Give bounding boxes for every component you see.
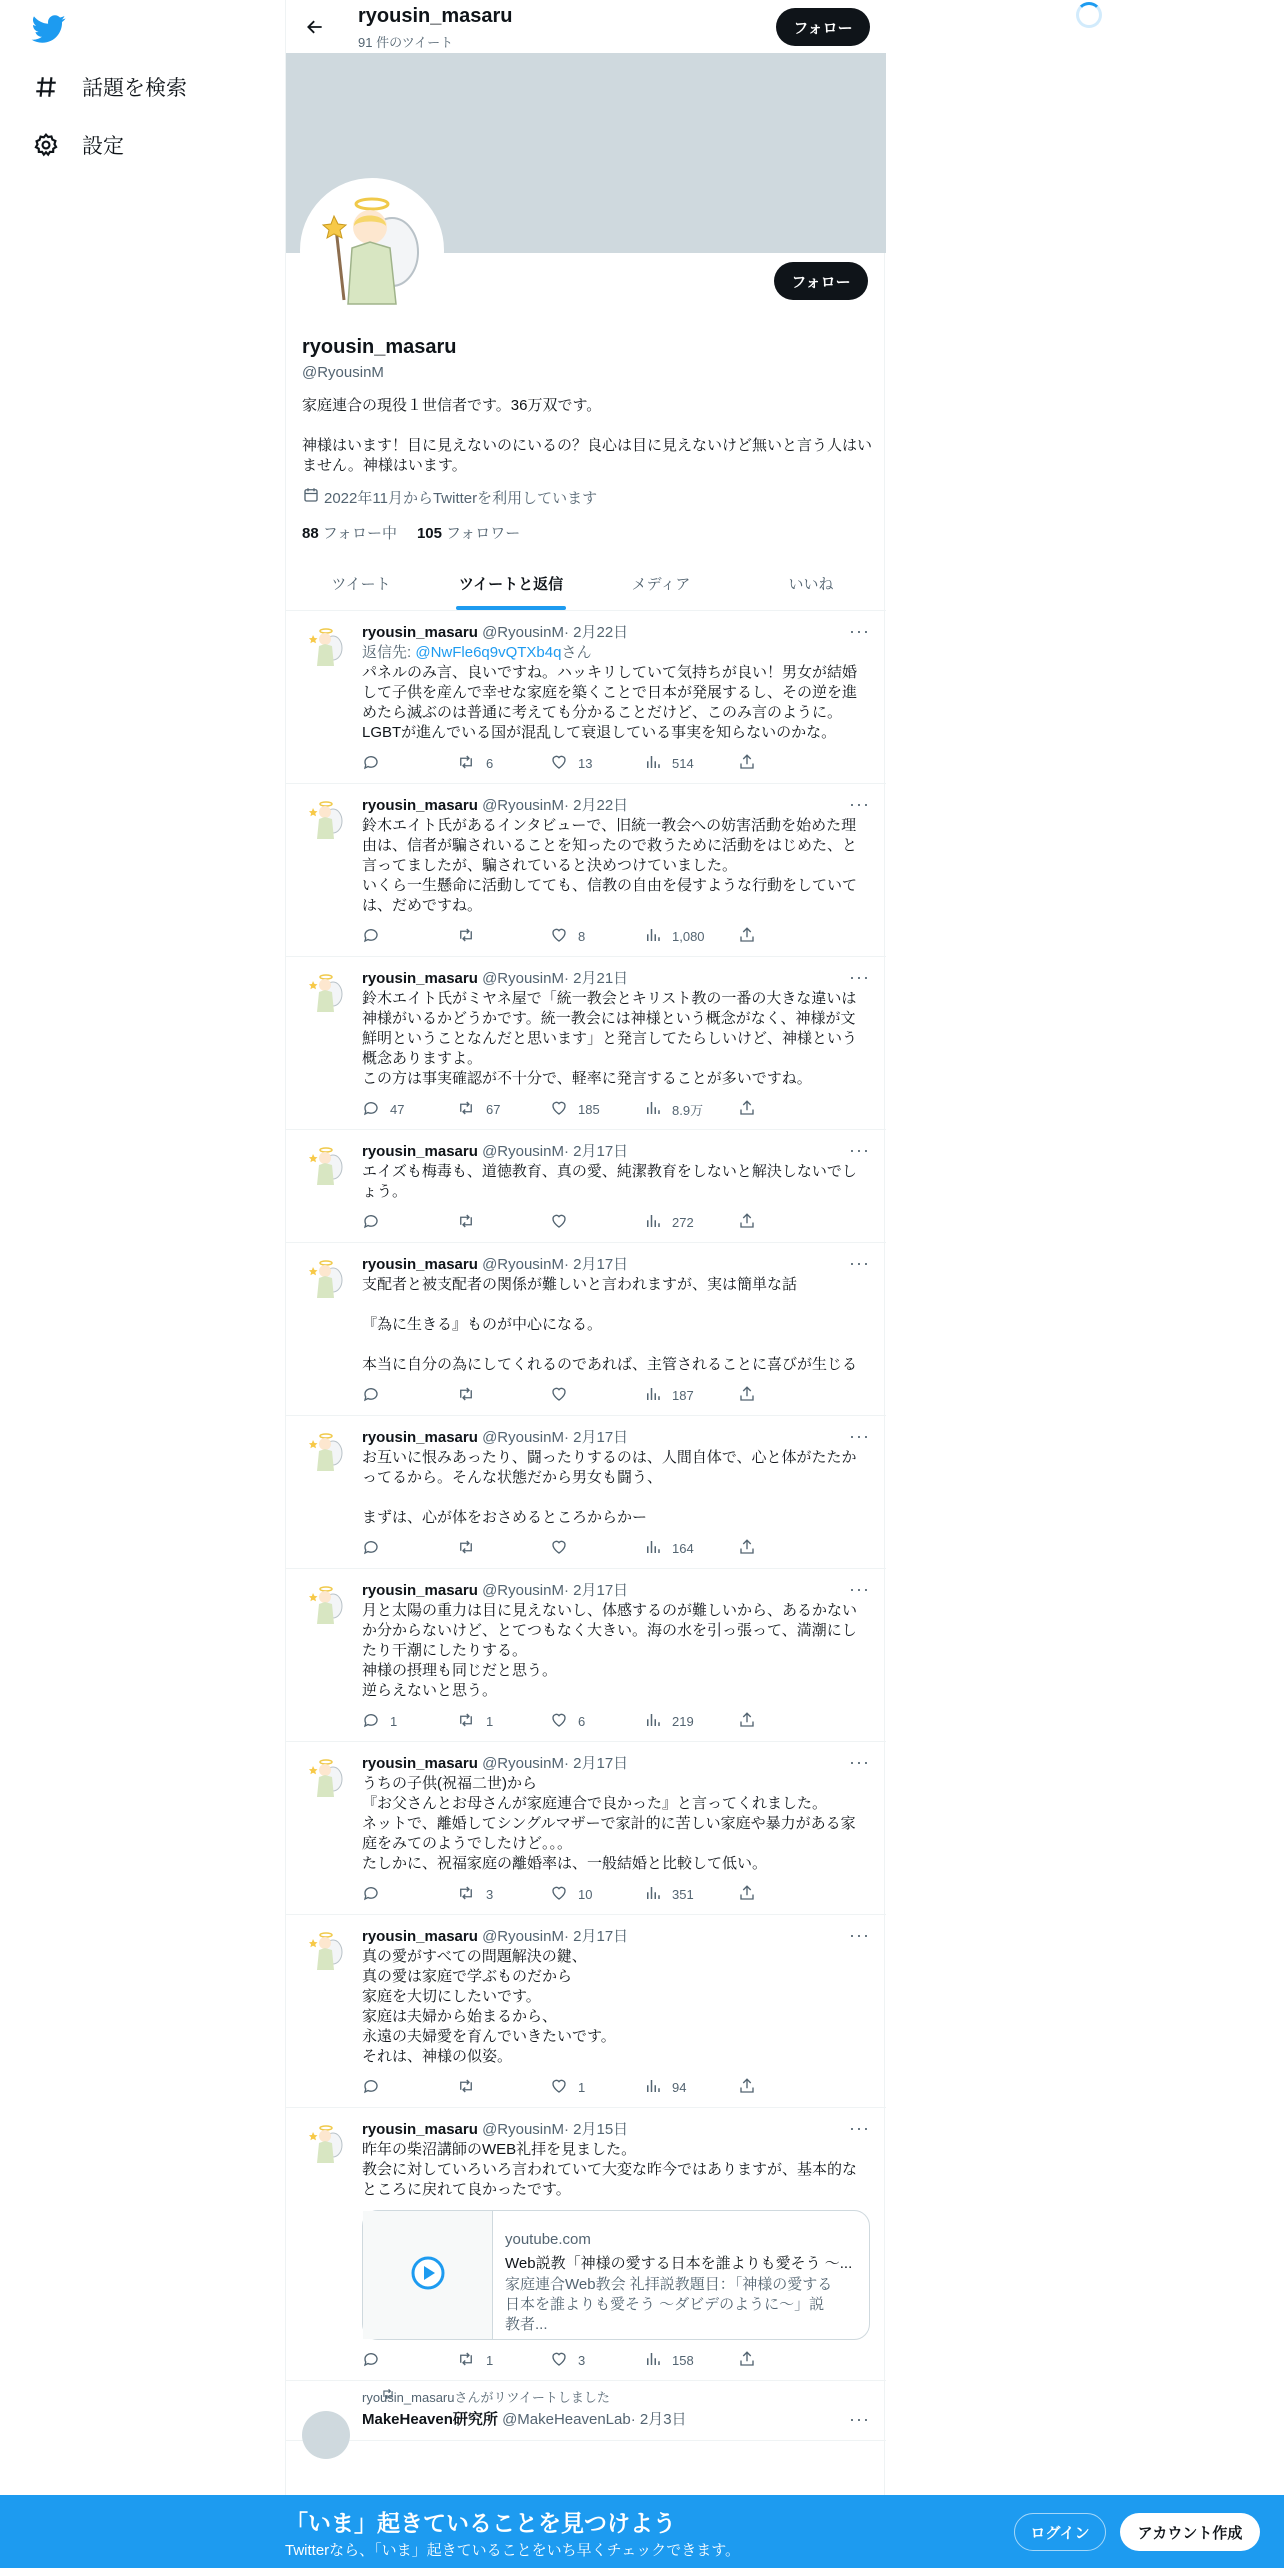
retweet-context xyxy=(286,2381,886,2406)
retweets-count: 3 xyxy=(486,1886,494,1902)
tweet-actions xyxy=(362,926,870,946)
more-options-icon[interactable]: ··· xyxy=(849,1253,870,1273)
views-button[interactable] xyxy=(644,926,738,947)
tweet-text: 昨年の柴沼講師のWEB礼拝を見ました。 教会に対していろいろ言われていて大変な昨今ではありますが、基本的なところに戻れて良かったです。 xyxy=(362,2141,858,2198)
card-title: Web説教「神様の愛する日本を誰よりも愛そう ～... xyxy=(505,2255,853,2272)
views-button[interactable] xyxy=(644,753,738,774)
share-icon xyxy=(738,2350,766,2371)
gear-icon xyxy=(32,131,60,159)
tweet-body xyxy=(362,1243,886,1415)
views-count: 94 xyxy=(672,2079,687,2095)
tweet-body xyxy=(362,611,886,783)
nav-settings[interactable] xyxy=(32,125,124,165)
tweet-date[interactable]: · 2月17日 xyxy=(563,1256,629,1273)
reply-suffix: さん xyxy=(561,644,592,661)
share-button[interactable] xyxy=(738,1385,778,1406)
tweet-date[interactable]: · 2月17日 xyxy=(563,1143,629,1160)
tweet-actions xyxy=(362,1385,870,1405)
profile-name: ryousin_masaru xyxy=(302,336,457,358)
share-button[interactable] xyxy=(738,1212,778,1233)
views-button[interactable] xyxy=(644,1212,738,1233)
tweet-author-name[interactable]: ryousin_masaru xyxy=(362,970,478,987)
tweet-text: お互いに恨みあったり、闘ったりするのは、人間自体で、心と体がたたかってるから。そんな状態だから男女も闘う、 まずは、心が体をおさめるところからかー xyxy=(362,1449,857,1526)
share-button[interactable] xyxy=(738,2350,778,2371)
tweet[interactable] xyxy=(286,1742,886,1915)
more-options-icon[interactable]: ··· xyxy=(849,1925,870,1945)
reply-button[interactable] xyxy=(362,1385,456,1406)
analytics-icon xyxy=(644,1711,672,1732)
hashtag-icon xyxy=(32,73,60,101)
tweet-text: うちの子供(祝福二世)から 『お父さんとお母さんが家庭連合で良かった』と言ってくれました。 ネットで、離婚してシングルマザーで家計的に苦しい家庭や暴力がある家庭をみてのようでしたけど。。。 たしかに、祝福家庭の離婚率は、一般結婚と比較して低い。 xyxy=(362,1775,856,1872)
share-button[interactable] xyxy=(738,1538,778,1559)
tweet[interactable] xyxy=(286,1243,886,1416)
like-button[interactable] xyxy=(550,1538,644,1559)
retweet-button[interactable] xyxy=(456,753,550,774)
share-button[interactable] xyxy=(738,1711,778,1732)
tweet-author-handle[interactable]: @MakeHeavenLab xyxy=(502,2411,631,2428)
tweet[interactable] xyxy=(286,611,886,784)
tweet-date[interactable]: · 2月17日 xyxy=(563,1582,629,1599)
share-icon xyxy=(738,1884,766,1905)
tweet-body xyxy=(362,1569,886,1741)
tweet-avatar[interactable] xyxy=(302,969,350,1017)
tweet-header xyxy=(362,1428,870,1448)
more-options-icon[interactable]: ··· xyxy=(849,2118,870,2138)
tweet-actions xyxy=(362,2077,870,2097)
share-icon xyxy=(738,1099,766,1120)
heart-icon xyxy=(550,1884,578,1905)
more-options-icon[interactable]: ··· xyxy=(849,1140,870,1160)
retweet-icon xyxy=(456,2350,486,2371)
reply-button[interactable] xyxy=(362,2077,456,2098)
tweet-feed xyxy=(286,611,886,2441)
header-profile-name: ryousin_masaru xyxy=(358,5,513,27)
reply-button[interactable] xyxy=(362,926,456,947)
tweet-author-name[interactable]: ryousin_masaru xyxy=(362,797,478,814)
reply-icon xyxy=(362,1711,390,1732)
likes-count: 185 xyxy=(578,1101,600,1117)
views-button[interactable] xyxy=(644,1711,738,1732)
retweet-button[interactable] xyxy=(456,1212,550,1233)
tweet-text: パネルのみ言、良いですね。ハッキリしていて気持ちが良い！男女が結婚して子供を産んで幸せな家庭を築くことで日本が発展するし、その逆を進めたら滅ぶのは普通に考えても分かることだけど、このみ言のように。LGBTが進んでいる国が混乱して衰退している事実を知らないのかな。 xyxy=(362,664,858,741)
more-options-icon[interactable]: ··· xyxy=(849,1579,870,1599)
reply-to-link[interactable]: @NwFle6q9vQTXb4q xyxy=(415,644,562,661)
heart-icon xyxy=(550,2077,578,2098)
analytics-icon xyxy=(644,926,672,947)
nav-settings-label: 設定 xyxy=(82,135,124,158)
reply-button[interactable] xyxy=(362,1212,456,1233)
likes-count: 10 xyxy=(578,1886,593,1902)
tweet-body xyxy=(362,1130,886,1242)
views-count: 219 xyxy=(672,1713,694,1729)
heart-icon xyxy=(550,1212,578,1233)
tweet-actions xyxy=(362,1884,870,1904)
like-button[interactable] xyxy=(550,926,644,947)
heart-icon xyxy=(550,1099,578,1120)
tab-media[interactable]: メディア xyxy=(631,576,691,593)
reply-button[interactable] xyxy=(362,1099,456,1120)
retweet-icon xyxy=(456,1385,486,1406)
tweet-author-handle[interactable]: @RyousinM xyxy=(482,1256,564,1273)
top-header xyxy=(286,0,886,53)
tweet[interactable] xyxy=(286,2108,886,2381)
tweet-header xyxy=(362,1581,870,1601)
tweet-text: エイズも梅毒も、道徳教育、真の愛、純潔教育をしないと解決しないでしょう。 xyxy=(362,1163,857,1200)
tweet-date[interactable]: · 2月17日 xyxy=(563,1755,629,1772)
header-tweet-count: 91 件のツイート xyxy=(358,35,454,50)
card-info xyxy=(493,2211,853,2339)
views-button[interactable] xyxy=(644,1099,738,1120)
profile-follow-button[interactable]: フォロー xyxy=(774,262,868,300)
tweet-avatar[interactable] xyxy=(302,623,350,671)
followers-link[interactable] xyxy=(417,522,520,543)
retweet-button[interactable] xyxy=(456,1099,550,1120)
retweet-icon xyxy=(456,1711,486,1732)
tweet[interactable] xyxy=(286,1130,886,1243)
tweet-body xyxy=(362,1416,886,1568)
share-button[interactable] xyxy=(738,1099,778,1120)
tab-tweets-and-replies[interactable]: ツイートと返信 xyxy=(436,557,586,610)
heart-icon xyxy=(550,926,578,947)
tweet-avatar[interactable] xyxy=(302,2120,350,2168)
followers-label: フォロワー xyxy=(445,525,521,542)
like-button[interactable] xyxy=(550,1711,644,1732)
share-icon xyxy=(738,926,766,947)
analytics-icon xyxy=(644,1212,672,1233)
views-button[interactable] xyxy=(644,1385,738,1406)
more-options-icon[interactable]: ··· xyxy=(849,621,870,641)
tweet-date[interactable]: · 2月17日 xyxy=(563,1429,629,1446)
share-button[interactable] xyxy=(738,926,778,947)
tweet-author-name[interactable]: ryousin_masaru xyxy=(362,2121,478,2138)
views-button[interactable] xyxy=(644,2350,738,2371)
views-button[interactable] xyxy=(644,1884,738,1905)
likes-count: 6 xyxy=(578,1713,586,1729)
likes-count: 8 xyxy=(578,928,586,944)
reply-icon xyxy=(362,1099,390,1120)
like-button[interactable] xyxy=(550,1884,644,1905)
more-options-icon[interactable]: ··· xyxy=(849,2409,870,2429)
retweet-icon xyxy=(456,753,486,774)
signup-button[interactable]: アカウント作成 xyxy=(1120,2513,1260,2551)
tweet-actions xyxy=(362,1212,870,1232)
tweet-avatar[interactable] xyxy=(302,1428,350,1476)
play-icon xyxy=(411,2256,445,2295)
more-options-icon[interactable]: ··· xyxy=(849,794,870,814)
tweet-body xyxy=(362,957,886,1129)
tweet-avatar[interactable] xyxy=(302,1927,350,1975)
tweet-author-handle[interactable]: @RyousinM xyxy=(482,2121,564,2138)
reply-context xyxy=(362,643,870,663)
card-description: 家庭連合Web教会 礼拝説教題目：「神様の愛する日本を誰よりも愛そう ～ダビデのように～」説教者... xyxy=(505,2276,833,2333)
tweet-author-name[interactable]: ryousin_masaru xyxy=(362,1256,478,1273)
tweet-text: 鈴木エイト氏がミヤネ屋で「統一教会とキリスト教の一番の大きな違いは神様がいるかどうかです。統一教会には神様という概念がなく、神様が文鮮明ということなんだと思います」と発言してたらしいけど、神様という概念ありますよ。 この方は事実確認が不十分で、軽率に発言することが多いですね。 xyxy=(362,990,858,1087)
signup-banner-title: 「いま」起きていることを見つけよう xyxy=(285,2510,676,2536)
tweet-author-handle[interactable]: @RyousinM xyxy=(482,624,564,641)
card-thumbnail xyxy=(363,2211,493,2339)
tweet-author-name[interactable]: ryousin_masaru xyxy=(362,1755,478,1772)
likes-count: 3 xyxy=(578,2352,586,2368)
reply-icon xyxy=(362,2350,390,2371)
signup-banner-subtitle: Twitterなら、「いま」起きていることをいち早くチェックできます。 xyxy=(285,2542,741,2559)
retweet-button[interactable] xyxy=(456,1385,550,1406)
tweet[interactable] xyxy=(286,957,886,1130)
tweet-avatar[interactable] xyxy=(302,1581,350,1629)
retweets-count: 1 xyxy=(486,2352,494,2368)
analytics-icon xyxy=(644,753,672,774)
followers-count: 105 xyxy=(416,525,442,542)
profile-joined-text: 2022年11月からTwitterを利用しています xyxy=(324,489,598,507)
profile-stats xyxy=(302,522,520,543)
reply-prefix: 返信先: xyxy=(362,644,416,661)
like-button[interactable] xyxy=(550,1099,644,1120)
retweet-button[interactable] xyxy=(456,2350,550,2371)
reply-icon xyxy=(362,1884,390,1905)
more-options-icon[interactable]: ··· xyxy=(849,1752,870,1772)
nav-explore[interactable] xyxy=(32,67,187,107)
analytics-icon xyxy=(644,1884,672,1905)
reply-button[interactable] xyxy=(362,753,456,774)
analytics-icon xyxy=(644,2077,672,2098)
tweet-author-handle[interactable]: @RyousinM xyxy=(482,1582,564,1599)
tweet-author-name[interactable]: ryousin_masaru xyxy=(362,1582,478,1599)
share-icon xyxy=(738,1212,766,1233)
tweet-avatar[interactable] xyxy=(302,1142,350,1190)
retweet-button[interactable] xyxy=(456,2077,550,2098)
retweet-icon xyxy=(456,1884,486,1905)
analytics-icon xyxy=(644,1099,672,1120)
tweet[interactable] xyxy=(286,1569,886,1742)
views-count: 272 xyxy=(672,1214,694,1230)
share-button[interactable] xyxy=(738,753,778,774)
calendar-icon xyxy=(302,486,324,508)
tweet-author-name[interactable]: ryousin_masaru xyxy=(362,1429,478,1446)
tweet-avatar[interactable] xyxy=(302,1754,350,1802)
tweet-actions xyxy=(362,1711,870,1731)
tweet-avatar[interactable] xyxy=(302,1255,350,1303)
following-label: フォロー中 xyxy=(322,525,397,542)
heart-icon xyxy=(550,1538,578,1559)
loading-spinner-icon xyxy=(1076,2,1102,28)
views-button[interactable] xyxy=(644,2077,738,2098)
retweets-count: 1 xyxy=(486,1713,494,1729)
like-button[interactable] xyxy=(550,2350,644,2371)
profile-timeline xyxy=(285,0,885,2568)
retweets-count: 67 xyxy=(486,1101,501,1117)
retweet-button[interactable] xyxy=(456,1711,550,1732)
views-count: 158 xyxy=(672,2352,694,2368)
profile-tabs xyxy=(286,557,886,611)
replies-count: 1 xyxy=(390,1713,398,1729)
tweet-author-name[interactable]: ryousin_masaru xyxy=(362,624,478,641)
tweet-body xyxy=(362,1742,886,1914)
tweet-text: 鈴木エイト氏があるインタビューで、旧統一教会への妨害活動を始めた理由は、信者が騙されいることを知ったので救うために活動をはじめた、と言ってましたが、騙されていると決めつけていました。 いくら一生懸命に活動してても、信教の自由を侵すような行動をしていては、だめですね。 xyxy=(362,817,858,914)
nav-explore-label: 話題を検索 xyxy=(82,77,187,100)
tweet-actions xyxy=(362,753,870,773)
share-button[interactable] xyxy=(738,1884,778,1905)
reply-icon xyxy=(362,1538,390,1559)
share-icon xyxy=(738,1538,766,1559)
tweet-header xyxy=(362,1142,870,1162)
heart-icon xyxy=(550,1711,578,1732)
tweet-header xyxy=(362,2410,870,2430)
tweet-avatar[interactable] xyxy=(302,796,350,844)
retweet-icon xyxy=(456,2077,486,2098)
tweet[interactable] xyxy=(286,1915,886,2108)
reply-button[interactable] xyxy=(362,1711,456,1732)
back-arrow-icon[interactable] xyxy=(298,10,332,44)
heart-icon xyxy=(550,1385,578,1406)
tweet-author-name[interactable]: ryousin_masaru xyxy=(362,1928,478,1945)
tweet-actions xyxy=(362,2350,870,2370)
more-options-icon[interactable]: ··· xyxy=(849,967,870,987)
card-domain: youtube.com xyxy=(505,2231,591,2248)
retweeted-tweet[interactable] xyxy=(286,2381,886,2441)
tweet-body xyxy=(362,2108,886,2380)
left-navigation xyxy=(0,0,284,2568)
tweet-header xyxy=(362,623,870,643)
tweet-date[interactable]: · 2月22日 xyxy=(563,624,629,641)
views-count: 164 xyxy=(672,1540,694,1556)
replies-count: 47 xyxy=(390,1101,405,1117)
link-card[interactable] xyxy=(362,2210,870,2340)
retweet-button[interactable] xyxy=(456,926,550,947)
likes-count: 13 xyxy=(578,755,593,771)
reply-button[interactable] xyxy=(362,1884,456,1905)
following-link[interactable] xyxy=(302,522,397,543)
profile-handle: @RyousinM xyxy=(302,364,384,381)
retweet-context-label: ryousin_masaruさんがリツイートしました xyxy=(362,2390,610,2405)
tweet-header xyxy=(362,796,870,816)
tweet-header xyxy=(362,1255,870,1275)
tweet-header xyxy=(362,969,870,989)
tweet-author-handle[interactable]: @RyousinM xyxy=(482,1928,564,1945)
signup-banner xyxy=(0,2495,1284,2568)
tweet-date[interactable]: · 2月15日 xyxy=(563,2121,629,2138)
tweet-author-handle[interactable]: @RyousinM xyxy=(482,1143,564,1160)
tweet-author-handle[interactable]: @RyousinM xyxy=(482,970,564,987)
tweet-header xyxy=(362,1927,870,1947)
share-icon xyxy=(738,2077,766,2098)
tweet-author-handle[interactable]: @RyousinM xyxy=(482,797,564,814)
tweet-header xyxy=(362,2120,870,2140)
share-icon xyxy=(738,753,766,774)
tweet-text: 月と太陽の重力は目に見えないし、体感するのが難しいから、あるかないか分からないけど、とてつもなく大きい。海の水を引っ張って、満潮にしたり干潮にしたりする。 神様の摂理も同じだと思う。 逆らえないと思う。 xyxy=(362,1602,858,1699)
tweet-author-name[interactable]: ryousin_masaru xyxy=(362,1143,478,1160)
tweet-date[interactable]: · 2月21日 xyxy=(563,970,629,987)
tweet-body xyxy=(362,784,886,956)
like-button[interactable] xyxy=(550,753,644,774)
reply-button[interactable] xyxy=(362,1538,456,1559)
tab-likes[interactable]: いいね xyxy=(788,576,834,593)
retweet-icon xyxy=(456,1538,486,1559)
like-button[interactable] xyxy=(550,2077,644,2098)
tweet-actions xyxy=(362,1099,870,1119)
retweets-count: 6 xyxy=(486,755,494,771)
reply-icon xyxy=(362,753,390,774)
views-count: 187 xyxy=(672,1387,694,1403)
tweet[interactable] xyxy=(286,1416,886,1569)
reply-icon xyxy=(362,1385,390,1406)
tweet-author-handle[interactable]: @RyousinM xyxy=(482,1755,564,1772)
retweet-icon xyxy=(456,1212,486,1233)
views-button[interactable] xyxy=(644,1538,738,1559)
reply-icon xyxy=(362,2077,390,2098)
retweet-icon xyxy=(456,926,486,947)
like-button[interactable] xyxy=(550,1385,644,1406)
login-button[interactable]: ログイン xyxy=(1014,2513,1106,2551)
analytics-icon xyxy=(644,1385,672,1406)
like-button[interactable] xyxy=(550,1212,644,1233)
profile-bio: 家庭連合の現役１世信者です。36万双です。 神様はいます！目に見えないのにいるの？良心は目に見えないけど無いと言う人はいません。神様はいます。 xyxy=(302,397,873,474)
following-count: 88 xyxy=(302,525,319,542)
heart-icon xyxy=(550,2350,578,2371)
tweet-date[interactable]: · 2月22日 xyxy=(563,797,629,814)
twitter-logo-icon[interactable] xyxy=(32,12,66,46)
tweet-text: 支配者と被支配者の関係が難しいと言われますが、実は簡単な話 『為に生きる』ものが中心になる。 本当に自分の為にしてくれるのであれば、主管されることに喜びが生じる xyxy=(362,1276,858,1373)
retweet-button[interactable] xyxy=(456,1884,550,1905)
reply-icon xyxy=(362,926,390,947)
share-icon xyxy=(738,1385,766,1406)
header-follow-button[interactable]: フォロー xyxy=(776,8,870,46)
share-icon xyxy=(738,1711,766,1732)
tweet-date[interactable]: · 2月3日 xyxy=(630,2411,687,2428)
profile-avatar[interactable] xyxy=(300,178,444,322)
share-button[interactable] xyxy=(738,2077,778,2098)
tweet-body xyxy=(362,2406,886,2440)
tweet-date[interactable]: · 2月17日 xyxy=(563,1928,629,1945)
tweet-actions xyxy=(362,1538,870,1558)
tweet[interactable] xyxy=(286,784,886,957)
tweet-avatar[interactable] xyxy=(302,2411,350,2459)
tweet-text: 真の愛がすべての問題解決の鍵、 真の愛は家庭で学ぶものだから 家庭を大切にしたいです。 家庭は夫婦から始まるから、 永遠の夫婦愛を育んでいきたいです。 それは、神様の似姿。 xyxy=(362,1948,616,2065)
views-count: 1,080 xyxy=(672,928,705,944)
retweet-button[interactable] xyxy=(456,1538,550,1559)
reply-icon xyxy=(362,1212,390,1233)
tab-tweets[interactable]: ツイート xyxy=(331,576,391,593)
analytics-icon xyxy=(644,1538,672,1559)
views-count: 514 xyxy=(672,755,694,771)
tweet-header xyxy=(362,1754,870,1774)
profile-joined xyxy=(302,486,597,508)
analytics-icon xyxy=(644,2350,672,2371)
retweet-icon xyxy=(456,1099,486,1120)
views-count: 8.9万 xyxy=(672,1102,704,1118)
views-count: 351 xyxy=(672,1886,694,1902)
likes-count: 1 xyxy=(578,2079,586,2095)
reply-button[interactable] xyxy=(362,2350,456,2371)
tweet-body xyxy=(362,1915,886,2107)
tweet-author-name[interactable]: MakeHeaven研究所 xyxy=(362,2411,498,2428)
tweet-author-handle[interactable]: @RyousinM xyxy=(482,1429,564,1446)
heart-icon xyxy=(550,753,578,774)
more-options-icon[interactable]: ··· xyxy=(849,1426,870,1446)
